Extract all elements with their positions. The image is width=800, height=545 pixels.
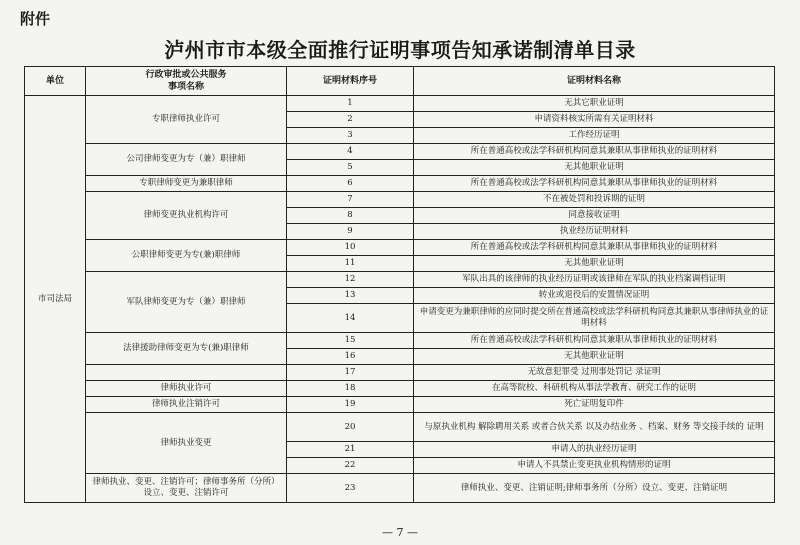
material-seq-cell: 3 [287,128,414,144]
material-seq-cell: 7 [287,192,414,208]
table-row [25,176,775,192]
material-seq-cell: 22 [287,458,414,474]
table-row [25,365,775,381]
attachment-label: 附件 [20,10,51,28]
page-number: — 7 — [382,526,418,539]
material-name-cell: 无故意犯罪受 过刑事处罚记 录证明 [414,365,775,381]
material-seq-cell: 13 [287,288,414,304]
material-name-cell: 所在普通高校或法学科研机构同意其兼职从事律师执业的证明材料 [414,333,775,349]
table-row [25,240,775,256]
material-name-cell: 与原执业机构 解除聘用关系 或者合伙关系 以及办结业务 、档案、财务 等交接手续的 证明 [414,413,775,442]
matter-name-cell: 公司律师变更为专（兼）职律师 [86,144,287,176]
material-name-cell: 无其他职业证明 [414,160,775,176]
matter-name-cell [86,365,287,381]
material-name-cell: 申请人的执业经历证明 [414,442,775,458]
matter-name-cell: 军队律师变更为专（兼）职律师 [86,272,287,333]
header-seq: 证明材料序号 [287,67,414,96]
material-seq-cell: 19 [287,397,414,413]
header-matter [86,67,287,96]
table-row [25,272,775,288]
header-unit: 单位 [25,67,86,96]
material-seq-cell: 2 [287,112,414,128]
table-row [25,96,775,112]
header-matter-line2: 事项名称 [167,82,204,92]
material-name-cell: 工作经历证明 [414,128,775,144]
material-seq-cell: 1 [287,96,414,112]
matter-name-cell: 法律援助律师变更为专(兼)职律师 [86,333,287,365]
material-seq-cell: 15 [287,333,414,349]
material-seq-cell: 9 [287,224,414,240]
table-header-row [25,67,775,96]
table-row [25,397,775,413]
table-row [25,333,775,349]
material-seq-cell: 11 [287,256,414,272]
header-material: 证明材料名称 [414,67,775,96]
matter-name-cell: 律师执业注销许可 [86,397,287,413]
material-name-cell: 所在普通高校或法学科研机构同意其兼职从事律师执业的证明材料 [414,176,775,192]
matter-name-cell: 律师执业许可 [86,381,287,397]
material-name-cell: 申请资料核实所需有关证明材料 [414,112,775,128]
matter-name-cell: 律师执业变更 [86,413,287,474]
table-row [25,144,775,160]
material-name-cell: 转业或退役后的安置情况证明 [414,288,775,304]
material-seq-cell: 18 [287,381,414,397]
matter-name-cell: 公职律师变更为专(兼)职律师 [86,240,287,272]
material-seq-cell: 17 [287,365,414,381]
material-seq-cell: 14 [287,304,414,333]
material-name-cell: 无其它职业证明 [414,96,775,112]
material-seq-cell: 21 [287,442,414,458]
table-row [25,474,775,503]
material-seq-cell: 5 [287,160,414,176]
material-seq-cell: 16 [287,349,414,365]
material-name-cell: 军队出具的该律师的执业经历证明或该律师在军队的执业档案调档证明 [414,272,775,288]
header-matter-line1: 行政审批或公共服务 [145,70,227,80]
material-seq-cell: 8 [287,208,414,224]
table-body [25,96,775,503]
table-row [25,381,775,397]
material-seq-cell: 20 [287,413,414,442]
material-name-cell: 律师执业、变更、注销证明;律师事务所（分所）设立、变更、注销证明 [414,474,775,503]
certificate-list-table [24,66,775,503]
material-name-cell: 申请人不具禁止变更执业机构情形的证明 [414,458,775,474]
material-name-cell: 所在普通高校或法学科研机构同意其兼职从事律师执业的证明材料 [414,240,775,256]
material-seq-cell: 10 [287,240,414,256]
material-name-cell: 在高等院校、科研机构从事法学教育、研究工作的证明 [414,381,775,397]
material-name-cell: 所在普通高校或法学科研机构同意其兼职从事律师执业的证明材料 [414,144,775,160]
material-name-cell: 执业经历证明材料 [414,224,775,240]
table-row [25,192,775,208]
material-name-cell: 申请变更为兼职律师的应同时提交所在普通高校或法学科研机构同意其兼职从事律师执业的证明材料 [414,304,775,333]
unit-cell: 市司法局 [25,96,86,503]
matter-name-cell: 律师变更执业机构许可 [86,192,287,240]
material-seq-cell: 12 [287,272,414,288]
material-name-cell: 同意接收证明 [414,208,775,224]
material-seq-cell: 4 [287,144,414,160]
material-name-cell: 无其他职业证明 [414,256,775,272]
page-title: 泸州市市本级全面推行证明事项告知承诺制清单目录 [164,38,636,62]
table-row [25,413,775,442]
material-name-cell: 不在被处罚和投诉期的证明 [414,192,775,208]
material-name-cell: 死亡证明复印件 [414,397,775,413]
material-seq-cell: 23 [287,474,414,503]
matter-name-cell: 专职律师变更为兼职律师 [86,176,287,192]
matter-name-cell: 律师执业、变更、注销许可；律师事务所（分所）设立、变更、注销许可 [86,474,287,503]
matter-name-cell: 专职律师执业许可 [86,96,287,144]
material-name-cell: 无其他职业证明 [414,349,775,365]
material-seq-cell: 6 [287,176,414,192]
